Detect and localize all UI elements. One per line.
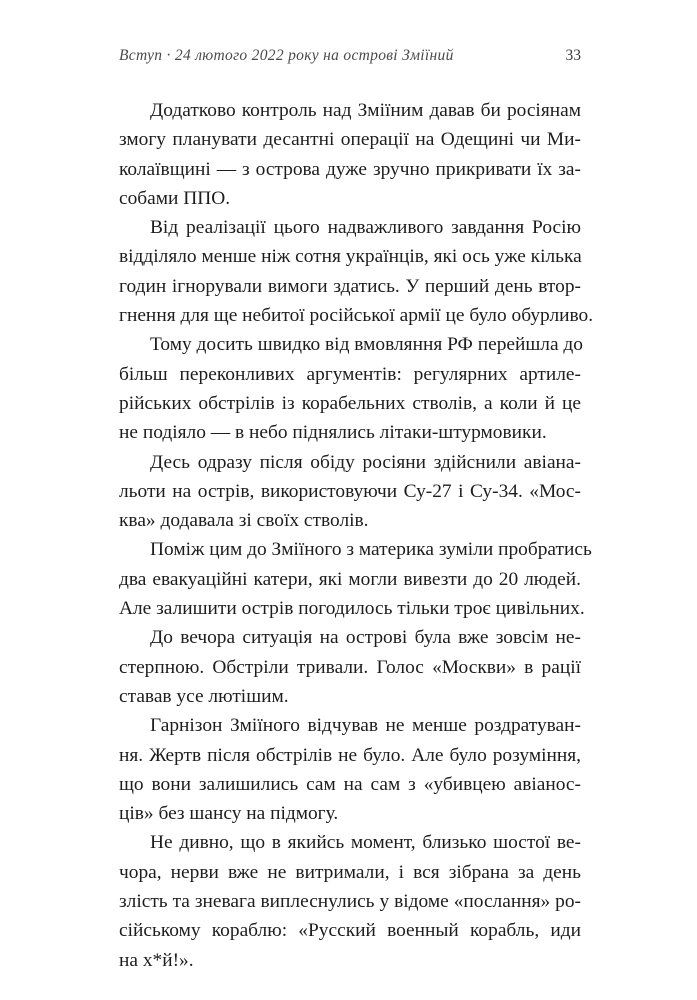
text-line: Додатково контроль над Зміїним давав би росіянам	[150, 100, 581, 121]
text-line: більш переконливих аргументів: регулярних артиле-	[119, 363, 581, 385]
text-line: ня. Жертв після обстрілів не було. Але було розуміння,	[119, 744, 581, 766]
text-line: колаївщині — з острова дуже зручно прикривати їх за-	[119, 158, 581, 180]
running-header-title: Вступ · 24 лютого 2022 року на острові Зміїний	[119, 47, 454, 64]
text-line: два евакуаційні катери, які могли вивезти до 20 людей.	[119, 568, 581, 590]
text-line: Але залишити острів погодилось тільки троє цивільних.	[119, 598, 585, 620]
text-line: ців» без шансу на підмогу.	[119, 803, 339, 825]
text-line: Десь одразу після обіду росіяни здійснили авіана-	[150, 451, 581, 473]
paragraph	[119, 448, 581, 536]
text-line: Від реалізації цього надважливого завдання Росію	[150, 217, 581, 239]
page-number: 33	[565, 47, 581, 64]
text-line: гнення для ще небитої російської армії це було обурливо.	[119, 305, 594, 327]
paragraph	[119, 213, 594, 330]
text-line: годин ігнорували вимоги здатись. У перший день втор-	[119, 275, 581, 297]
text-line: не подіяло — в небо піднялись літаки-штурмовики.	[119, 422, 547, 444]
paragraph	[119, 828, 581, 974]
paragraph	[119, 330, 581, 447]
text-line: на х*й!».	[119, 949, 194, 971]
text-line: змогу планувати десантні операції на Одещині чи Ми-	[119, 129, 581, 151]
text-line: ставав усе лютішим.	[119, 685, 289, 707]
text-line: Тому досить швидко від вмовляння РФ перейшла до	[150, 334, 583, 356]
text-line: рійських обстрілів із корабельних стволів, а коли й це	[119, 392, 581, 414]
text-line: собами ППО.	[119, 187, 231, 209]
paragraph	[119, 535, 592, 623]
paragraph	[119, 623, 581, 711]
text-line: Поміж цим до Зміїного з материка зуміли пробратись	[150, 539, 592, 561]
paragraph	[119, 711, 581, 828]
page-body	[119, 96, 594, 975]
text-line: що вони залишились сам на сам з «убивцею авіанос-	[119, 773, 581, 795]
text-line: злість та зневага виплеснулись у відоме «послання» ро-	[119, 891, 581, 913]
text-line: чора, нерви вже не витримали, і вся зібрана за день	[119, 861, 581, 883]
text-line: До вечора ситуація на острові була вже зовсім не-	[150, 627, 581, 649]
text-line: Гарнізон Зміїного відчував не менше роздратуван-	[150, 715, 581, 737]
text-line: стерпною. Обстріли тривали. Голос «Москви» в рації	[119, 656, 581, 678]
paragraph	[119, 96, 581, 213]
running-header	[119, 47, 581, 65]
text-line: льоти на острів, використовуючи Су-27 і Су-34. «Мос-	[119, 480, 581, 502]
text-line: сійському кораблю: «Русский военный корабль, иди	[119, 920, 581, 942]
text-line: відділяло менше ніж сотня українців, які ось уже кілька	[119, 246, 582, 268]
text-line: ква» додавала зі своїх стволів.	[119, 510, 369, 532]
text-line: Не дивно, що в якийсь момент, близько шостої ве-	[150, 832, 581, 854]
